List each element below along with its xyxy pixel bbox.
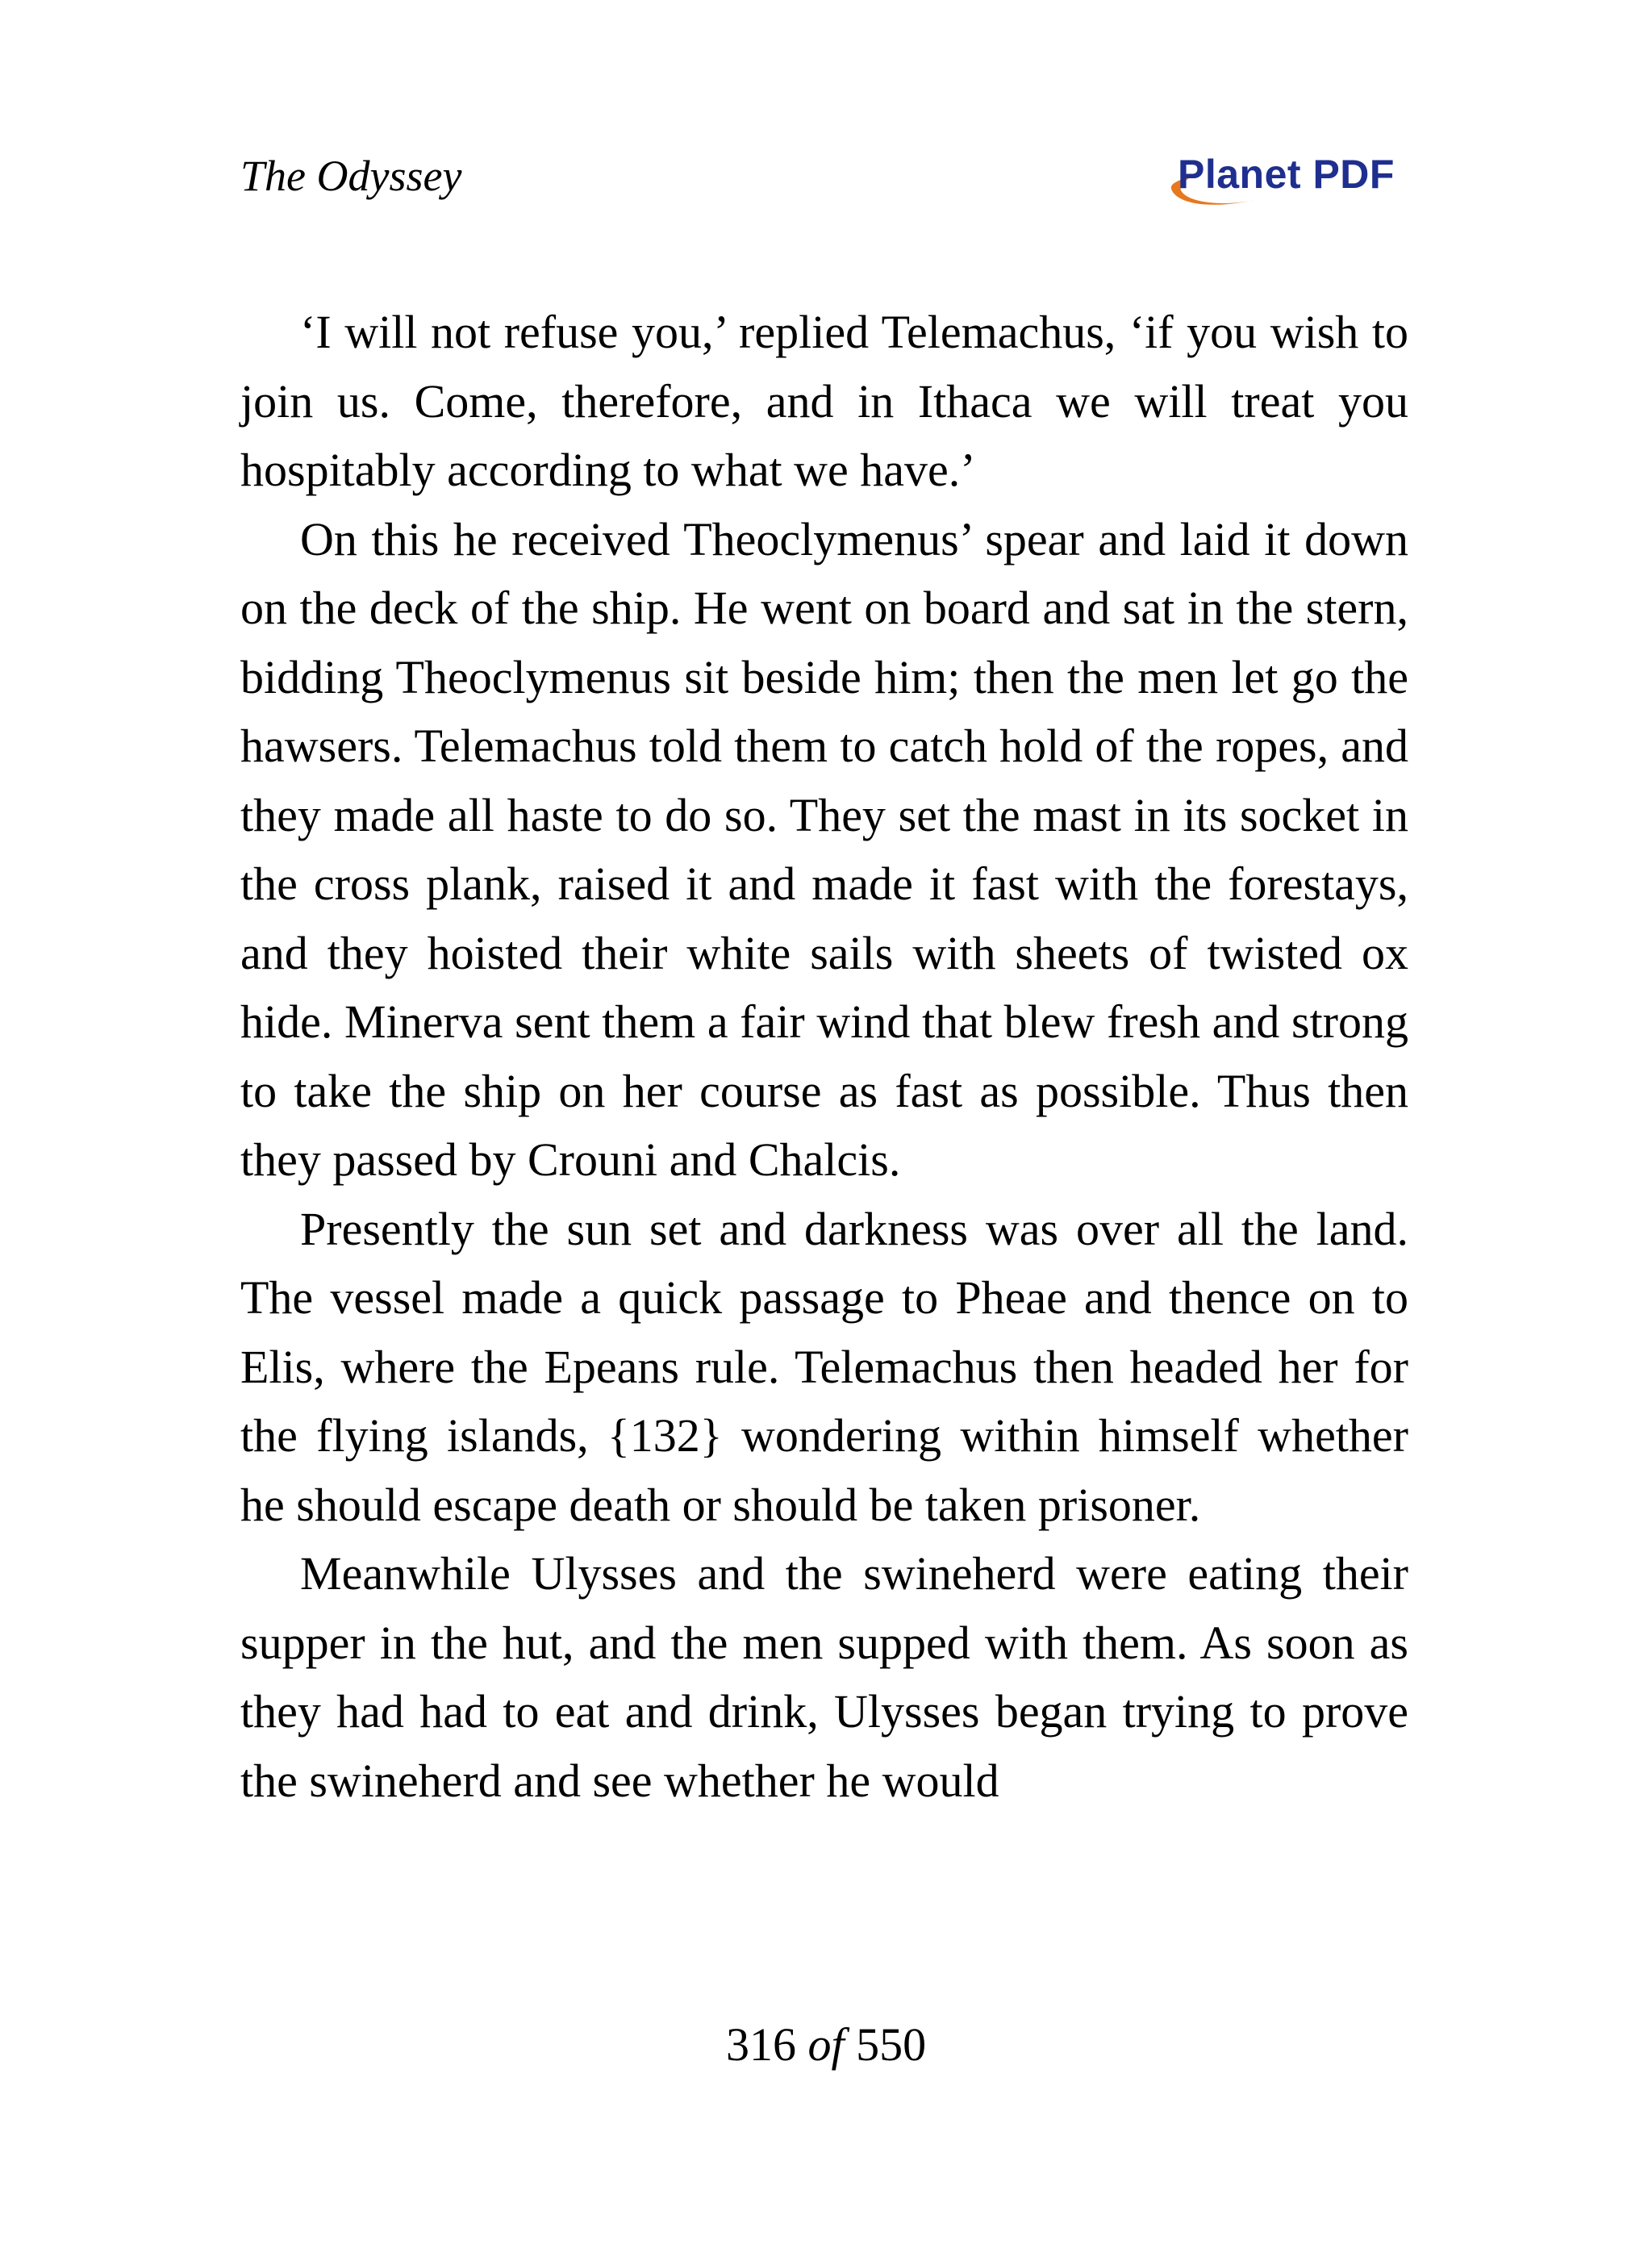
current-page-number: 316: [725, 2018, 796, 2071]
body-text: [240, 298, 1408, 1815]
total-pages-number: 550: [856, 2018, 927, 2071]
paragraph: On this he received Theoclymenus’ spear and laid it down on the deck of the ship. He went on board and sat in the stern, bidding Theoclymenus sit beside him; then the men let go the hawsers. Telemachus told them to catch hold of the ropes, and they made all haste to do so. They set the mast in its socket in the cross plank, raised it and made it fast with the forestays, and they hoisted their white sails with sheets of twisted ox hide. Minerva sent them a fair wind that blew fresh and strong to take the ship on her course as fast as possible. Thus then they passed by Crouni and Chalcis.: [240, 512, 1408, 1186]
paragraph: ‘I will not refuse you,’ replied Telemachus, ‘if you wish to join us. Come, therefore, and in Ithaca we will treat you hospitably according to what we have.’: [240, 306, 1408, 496]
paragraph: Meanwhile Ulysses and the swineherd were eating their supper in the hut, and the men supped with them. As soon as they had had to eat and drink, Ulysses began trying to prove the swineherd and see whether he would: [240, 1547, 1408, 1807]
page-number: [0, 2017, 1652, 2073]
page-of-label: of: [807, 2018, 845, 2071]
paragraph: Presently the sun set and darkness was over all the land. The vessel made a quick passage to Pheae and thence on to Elis, where the Epeans rule. Telemachus then headed her for the flying islands, {132} wondering within himself whether he should escape death or should be taken prisoner.: [240, 1202, 1408, 1531]
logo-text: Planet PDF: [1178, 152, 1395, 197]
planet-pdf-logo: [1166, 153, 1408, 213]
book-title: The Odyssey: [240, 152, 462, 200]
